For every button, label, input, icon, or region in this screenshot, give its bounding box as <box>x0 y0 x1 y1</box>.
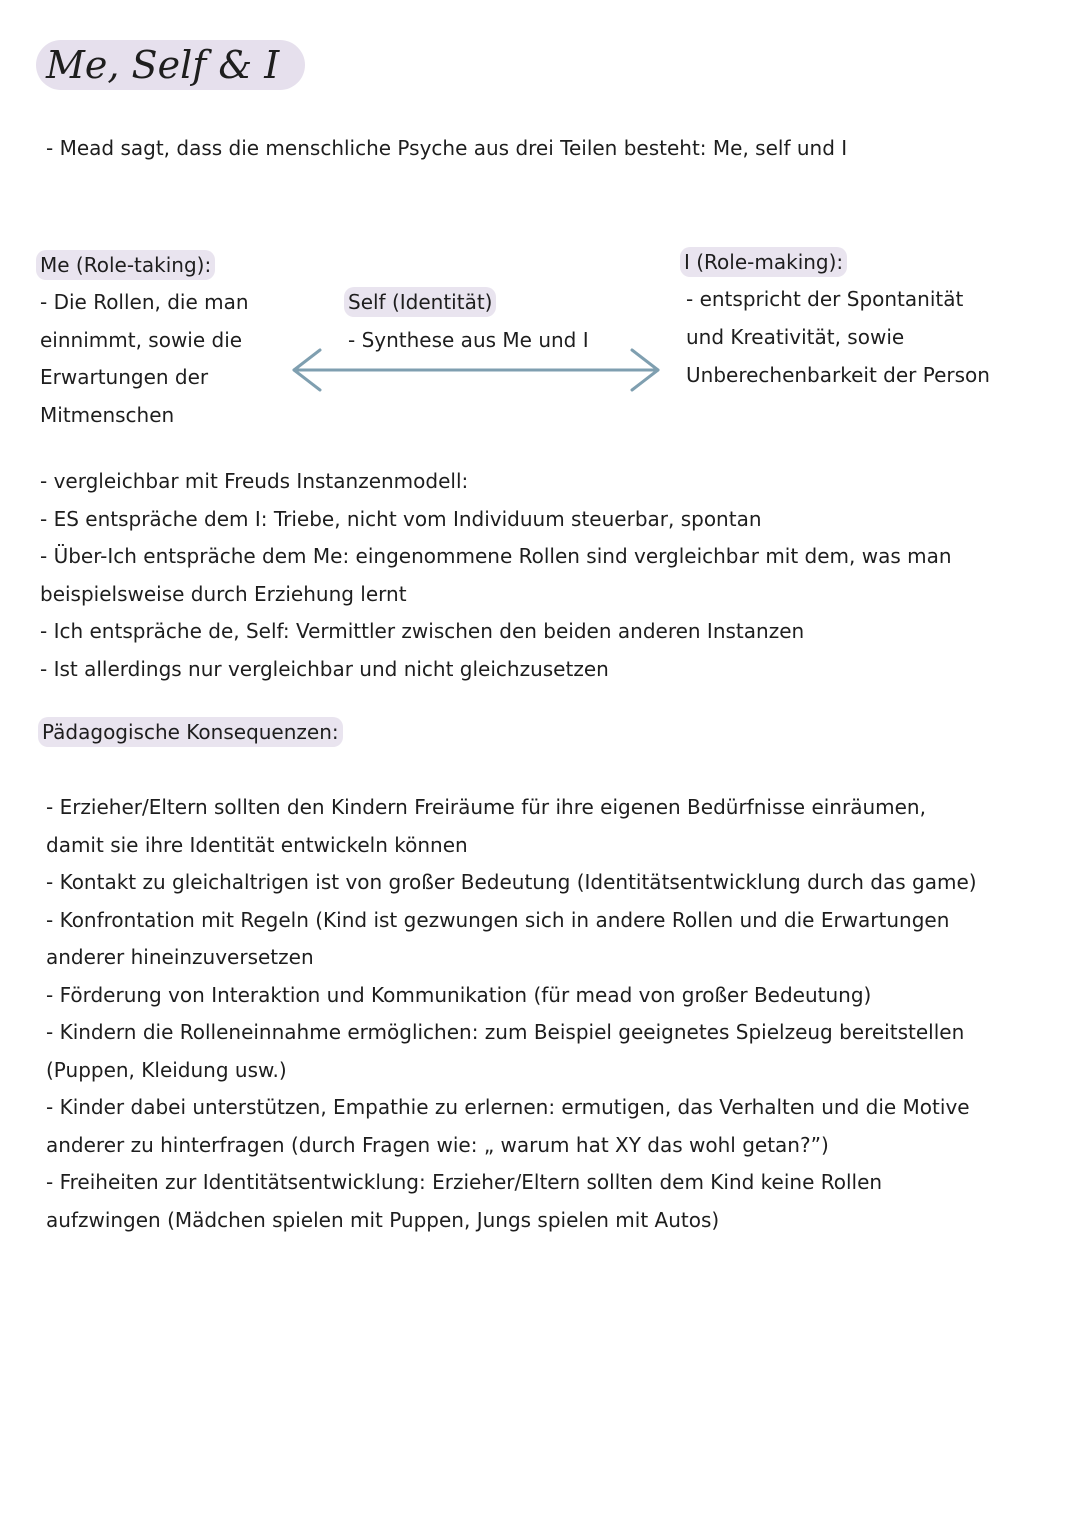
freud-line: - Über-Ich entspräche dem Me: eingenommene Rollen sind vergleichbar mit dem, was man <box>40 544 952 568</box>
freud-line: - ES entspräche dem I: Triebe, nicht vom Individuum steuerbar, spontan <box>40 507 762 531</box>
consequence-line: - Förderung von Interaktion und Kommunikation (für mead von großer Bedeutung) <box>46 983 872 1007</box>
i-line: Unberechenbarkeit der Person <box>686 363 990 387</box>
me-line: Erwartungen der <box>40 365 209 389</box>
self-line: - Synthese aus Me und I <box>348 328 589 352</box>
consequence-line: aufzwingen (Mädchen spielen mit Puppen, Jungs spielen mit Autos) <box>46 1208 720 1232</box>
consequence-line: - Erzieher/Eltern sollten den Kindern Freiräume für ihre eigenen Bedürfnisse einräumen, <box>46 795 926 819</box>
me-heading: Me (Role-taking): <box>36 250 215 280</box>
consequence-line: - Kontakt zu gleichaltrigen ist von großer Bedeutung (Identitätsentwicklung durch das game) <box>46 870 977 894</box>
consequence-line: - Konfrontation mit Regeln (Kind ist gezwungen sich in andere Rollen und die Erwartungen <box>46 908 950 932</box>
freud-line: - Ich entspräche de, Self: Vermittler zwischen den beiden anderen Instanzen <box>40 619 805 643</box>
me-line: - Die Rollen, die man <box>40 290 249 314</box>
freud-line: beispielsweise durch Erziehung lernt <box>40 582 407 606</box>
consequence-line: anderer zu hinterfragen (durch Fragen wie: „ warum hat XY das wohl getan?”) <box>46 1133 829 1157</box>
consequence-line: (Puppen, Kleidung usw.) <box>46 1058 287 1082</box>
freud-line: - vergleichbar mit Freuds Instanzenmodell: <box>40 469 469 493</box>
i-line: - entspricht der Spontanität <box>686 287 964 311</box>
page-title: Me, Self & I <box>36 40 305 90</box>
consequences-heading: Pädagogische Konsequenzen: <box>38 717 343 747</box>
me-line: einnimmt, sowie die <box>40 328 243 352</box>
consequence-line: anderer hineinzuversetzen <box>46 945 314 969</box>
consequence-line: - Freiheiten zur Identitätsentwicklung: Erzieher/Eltern sollten dem Kind keine Rollen <box>46 1170 883 1194</box>
i-heading: I (Role-making): <box>680 247 847 277</box>
self-heading: Self (Identität) <box>344 287 496 317</box>
consequence-line: damit sie ihre Identität entwickeln können <box>46 833 468 857</box>
me-line: Mitmenschen <box>40 403 175 427</box>
freud-line: - Ist allerdings nur vergleichbar und nicht gleichzusetzen <box>40 657 609 681</box>
consequence-line: - Kinder dabei unterstützen, Empathie zu erlernen: ermutigen, das Verhalten und die Motive <box>46 1095 970 1119</box>
consequence-line: - Kindern die Rolleneinnahme ermöglichen: zum Beispiel geeignetes Spielzeug bereitstellen <box>46 1020 965 1044</box>
i-line: und Kreativität, sowie <box>686 325 905 349</box>
double-arrow-icon <box>286 345 666 395</box>
intro-text: - Mead sagt, dass die menschliche Psyche aus drei Teilen besteht: Me, self und I <box>46 136 848 160</box>
